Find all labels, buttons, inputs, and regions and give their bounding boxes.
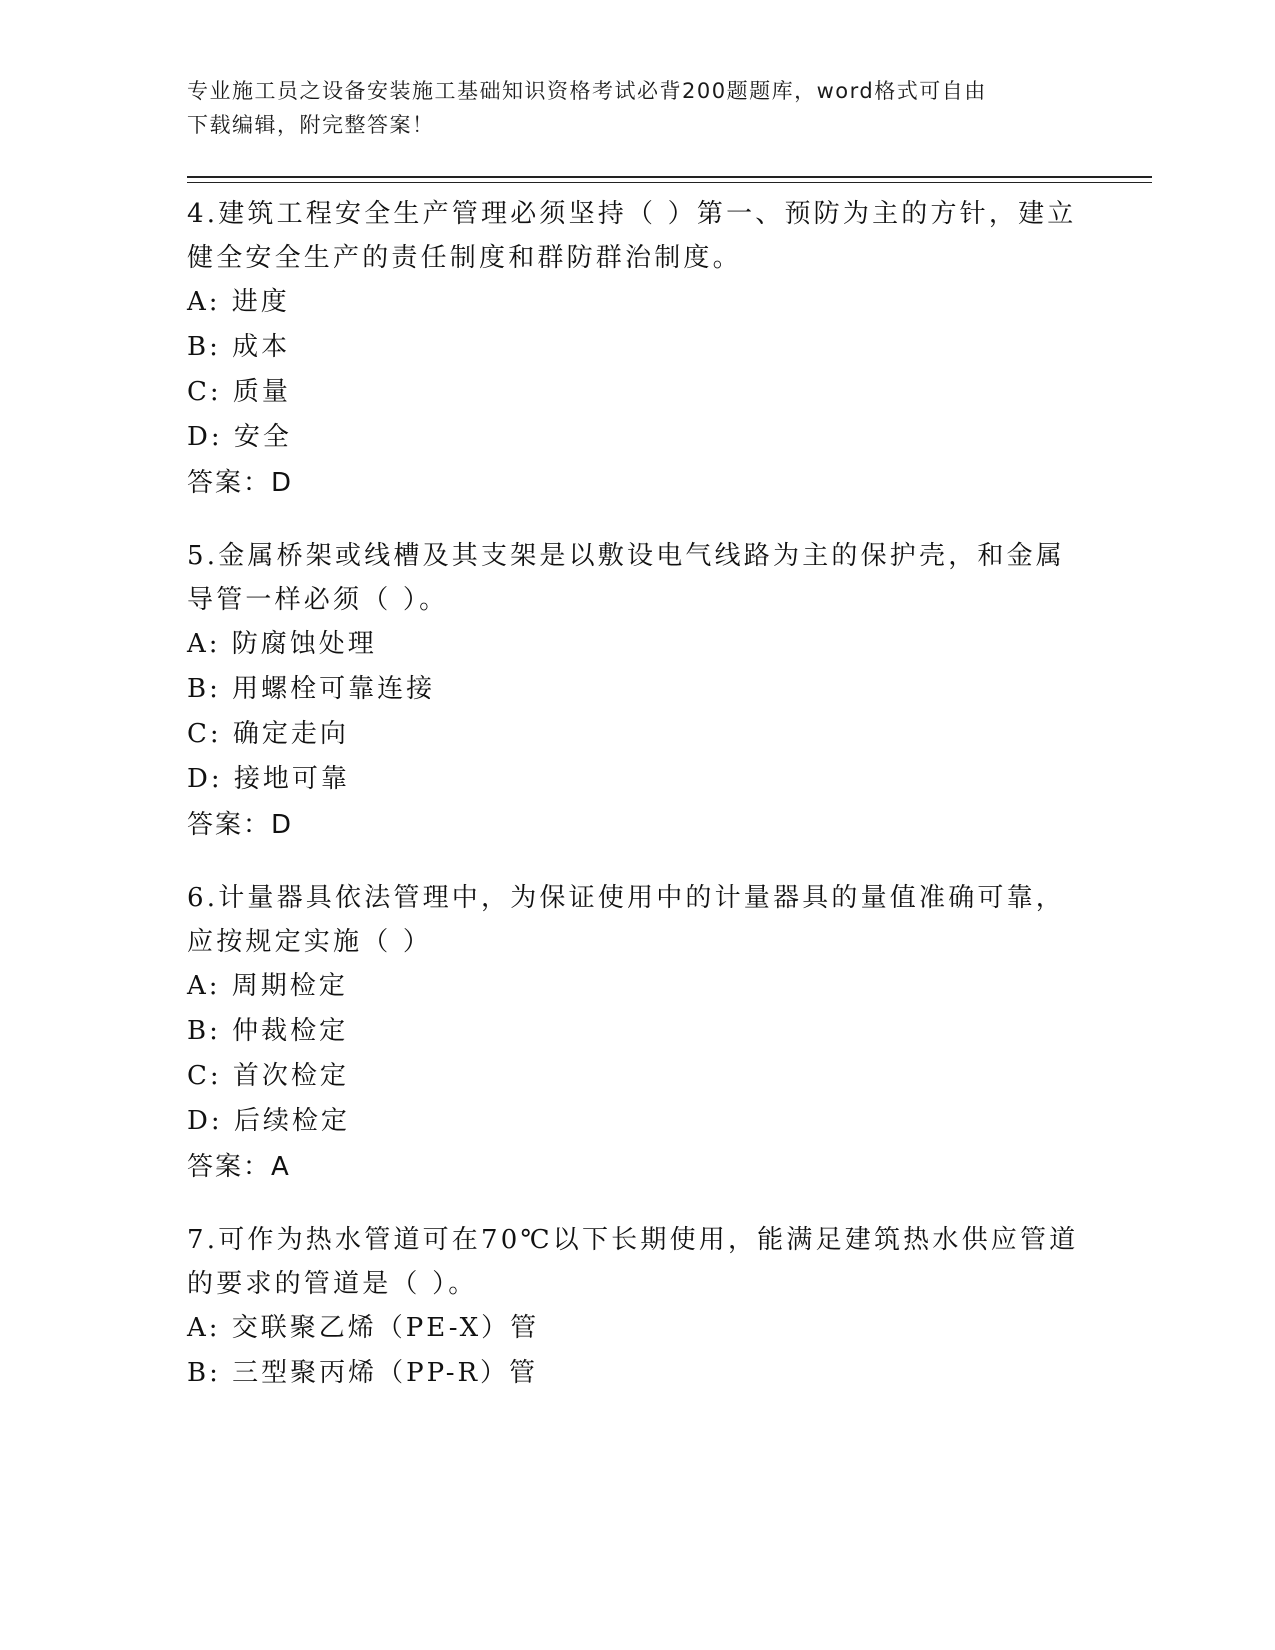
header-line-1: 专业施工员之设备安装施工基础知识资格考试必背200题题库，word格式可自由 xyxy=(187,79,987,103)
answer-line: 答案：A xyxy=(187,1152,291,1182)
option-c: C: 首次检定 xyxy=(187,1061,349,1091)
option-c: C: 质量 xyxy=(187,377,291,407)
option-b: B: 成本 xyxy=(187,332,291,362)
option-a: A: 交联聚乙烯（PE-X）管 xyxy=(187,1313,540,1343)
question-5 xyxy=(187,534,1087,848)
option-d: D: 安全 xyxy=(187,422,292,452)
option-c: C: 确定走向 xyxy=(187,719,349,749)
option-a: A: 周期检定 xyxy=(187,971,348,1001)
question-stem-line: 的要求的管道是（ ）。 xyxy=(187,1269,478,1299)
question-stem-line: 6.计量器具依法管理中，为保证使用中的计量器具的量值准确可靠， xyxy=(187,883,1066,913)
question-6 xyxy=(187,876,1087,1190)
option-b: B: 仲裁检定 xyxy=(187,1016,349,1046)
answer-line: 答案：D xyxy=(187,468,294,498)
document-header xyxy=(187,74,1087,142)
header-divider-thin xyxy=(187,182,1152,183)
question-stem-line: 导管一样必须（ ）。 xyxy=(187,585,449,615)
header-line-2: 下载编辑，附完整答案！ xyxy=(187,113,435,137)
option-b: B: 三型聚丙烯（PP-R）管 xyxy=(187,1358,539,1388)
option-d: D: 后续检定 xyxy=(187,1106,350,1136)
option-b: B: 用螺栓可靠连接 xyxy=(187,674,436,704)
header-divider-thick xyxy=(187,176,1152,178)
question-7 xyxy=(187,1218,1087,1396)
question-list xyxy=(187,192,1087,1424)
answer-line: 答案：D xyxy=(187,810,294,840)
question-stem-line: 应按规定实施（ ） xyxy=(187,927,433,957)
option-d: D: 接地可靠 xyxy=(187,764,350,794)
question-4 xyxy=(187,192,1087,506)
question-stem-line: 7.可作为热水管道可在70℃以下长期使用，能满足建筑热水供应管道 xyxy=(187,1225,1079,1255)
option-a: A: 防腐蚀处理 xyxy=(187,629,377,659)
question-stem-line: 健全安全生产的责任制度和群防群治制度。 xyxy=(187,243,742,273)
option-a: A: 进度 xyxy=(187,287,290,317)
question-stem-line: 4.建筑工程安全生产管理必须坚持（ ）第一、预防为主的方针，建立 xyxy=(187,199,1077,229)
question-stem-line: 5.金属桥架或线槽及其支架是以敷设电气线路为主的保护壳，和金属 xyxy=(187,541,1066,571)
